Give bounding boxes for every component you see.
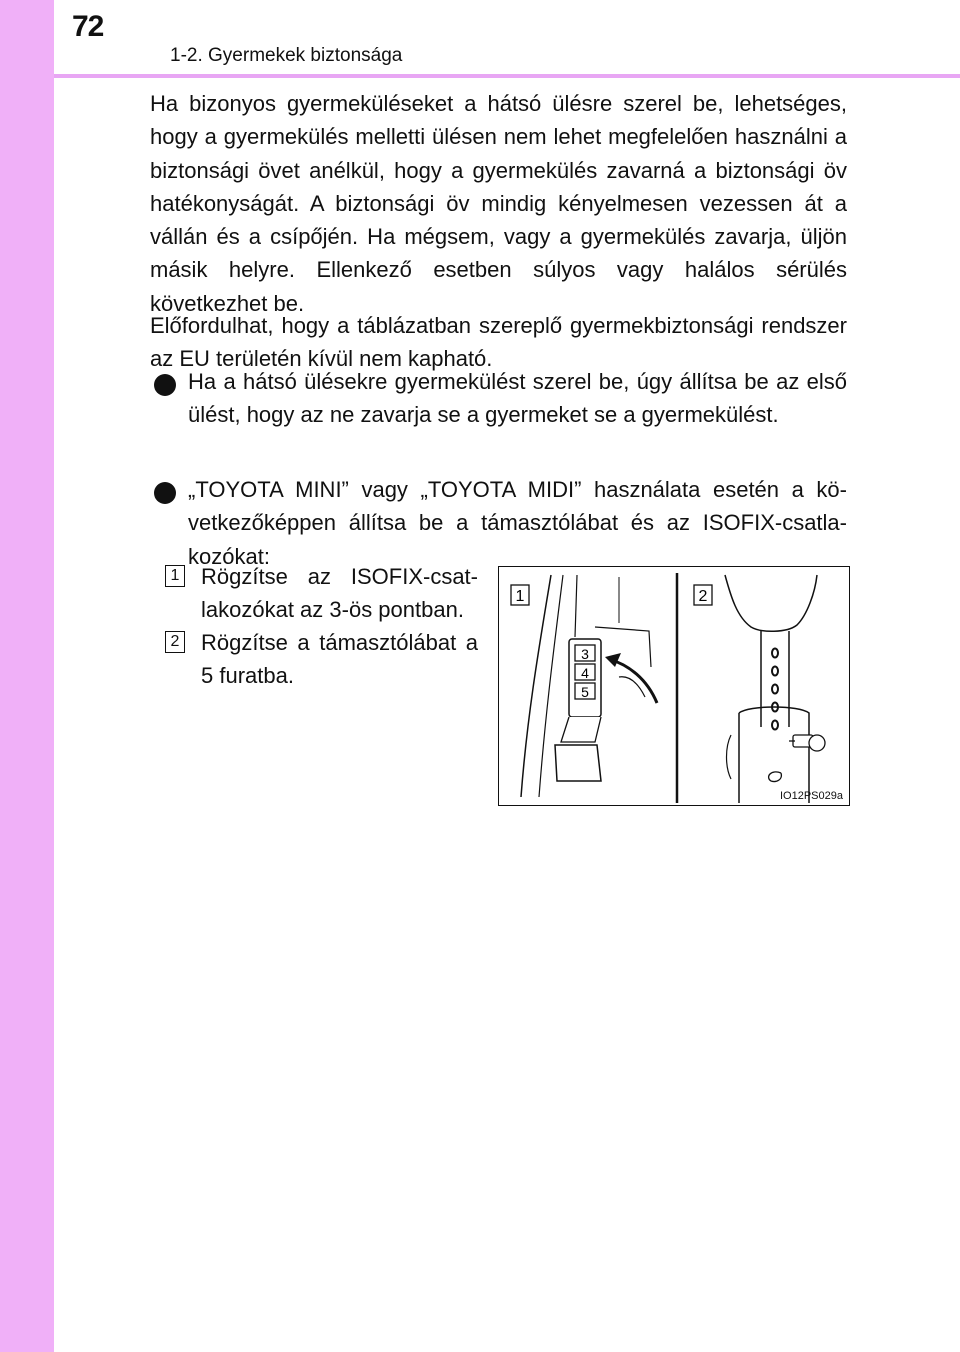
- bullet-icon: [154, 374, 176, 396]
- step-2-text: Rögzítse a támasztólábat a 5 furatba.: [201, 630, 478, 689]
- paragraph-1: Ha bizonyos gyermeküléseket a hátsó ülésre szerel be, lehetséges, hogy a gyermekülés melletti ülésen nem lehet megfelelően használni a biztonsági övet anélkül, hogy a gyermekülés zavarná a biztonsági öv hatékonyságát. A biztonsági öv mindig kényelmesen vezessen át a vállán és a csípőjén. Ha mégsem, vagy a gyermekülés zavarja, üljön másik helyre. Ellenkező esetben súlyos vagy halálos sérülés következhet be.: [150, 91, 847, 316]
- slot-number-3: 3: [581, 646, 589, 662]
- slot-number-5: 5: [581, 684, 589, 700]
- page-number: 72: [72, 10, 104, 43]
- step-number-badge: 1: [165, 565, 185, 587]
- panel-label-1: 1: [515, 588, 525, 605]
- side-color-strip: [0, 0, 54, 1352]
- bullet-icon: [154, 482, 176, 504]
- bullet-item-2: „TOYOTA MINI” vagy „TOYOTA MIDI” használata esetén a következőképpen állítsa be a támasztólábat és az ISOFIX-csatlakozókat:: [188, 477, 847, 569]
- step-1-text: Rögzítse az ISOFIX-csatlakozókat az 3-ös pontban.: [201, 564, 478, 623]
- isofix-drawing: [499, 567, 849, 805]
- slot-number-4: 4: [581, 665, 589, 681]
- panel-label-2: 2: [698, 588, 708, 605]
- isofix-illustration: [498, 566, 850, 806]
- step-number-badge: 2: [165, 631, 185, 653]
- figure-code: IO12PS029a: [780, 790, 843, 802]
- section-title: 1-2. Gyermekek biztonsága: [170, 45, 403, 66]
- bullet-item-1: Ha a hátsó ülésekre gyermekülést szerel be, úgy állítsa be az első ülést, hogy az ne zavarja se a gyermeket se a gyermekülést.: [188, 369, 847, 428]
- header-rule: [54, 74, 960, 78]
- paragraph-2: Előfordulhat, hogy a táblázatban szereplő gyermekbiztonsági rendszer az EU területén kívül nem kapható.: [150, 313, 847, 372]
